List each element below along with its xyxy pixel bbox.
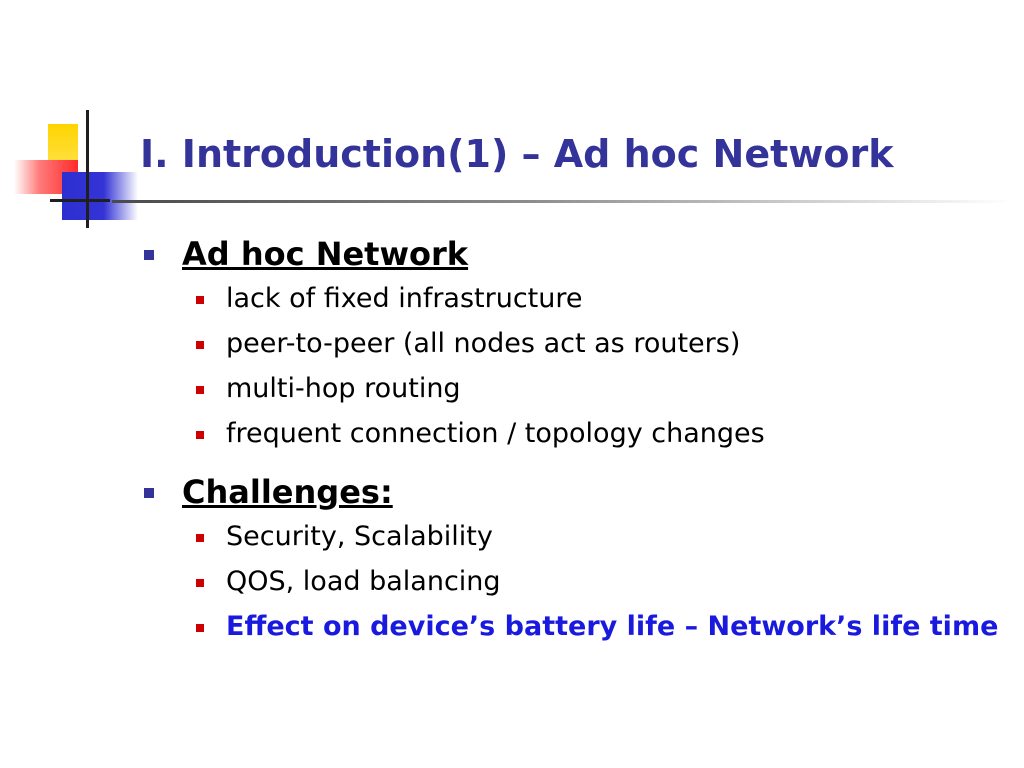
list-item-text: multi-hop routing <box>226 373 461 404</box>
square-bullet-icon <box>196 534 204 542</box>
logo-blue-block <box>62 172 138 220</box>
square-bullet-icon <box>196 386 204 394</box>
list-item-text: peer-to-peer (all nodes act as routers) <box>226 328 741 359</box>
list-item <box>140 327 1000 361</box>
title-divider <box>112 200 1012 203</box>
square-bullet-icon <box>196 341 204 349</box>
square-bullet-icon <box>144 250 154 260</box>
logo-vertical-line <box>86 110 89 228</box>
slide-title: I. Introduction(1) – Ad hoc Network <box>140 132 894 176</box>
list-item <box>140 520 1000 554</box>
section-heading-label: Ad hoc Network <box>182 235 469 273</box>
list-item <box>140 565 1000 599</box>
list-item-emphasis <box>140 610 1000 644</box>
square-bullet-icon <box>196 624 204 632</box>
square-bullet-icon <box>196 431 204 439</box>
logo-horizontal-line <box>50 199 110 202</box>
list-item-text: QOS, load balancing <box>226 566 501 597</box>
list-item <box>140 282 1000 316</box>
list-item-text: Security, Scalability <box>226 521 493 552</box>
list-item <box>140 417 1000 451</box>
square-bullet-icon <box>144 488 154 498</box>
section-heading-challenges <box>140 470 1000 514</box>
section-heading-ad-hoc-network <box>140 232 1000 276</box>
section-heading-label: Challenges: <box>182 473 393 511</box>
square-bullet-icon <box>196 296 204 304</box>
list-item-text: frequent connection / topology changes <box>226 418 765 449</box>
list-item <box>140 372 1000 406</box>
slide-body <box>140 232 1000 655</box>
list-item-text: Effect on device’s battery life – Network’s life time <box>226 611 999 642</box>
section-spacer <box>140 462 1000 470</box>
square-bullet-icon <box>196 579 204 587</box>
list-item-text: lack of fixed infrastructure <box>226 283 583 314</box>
